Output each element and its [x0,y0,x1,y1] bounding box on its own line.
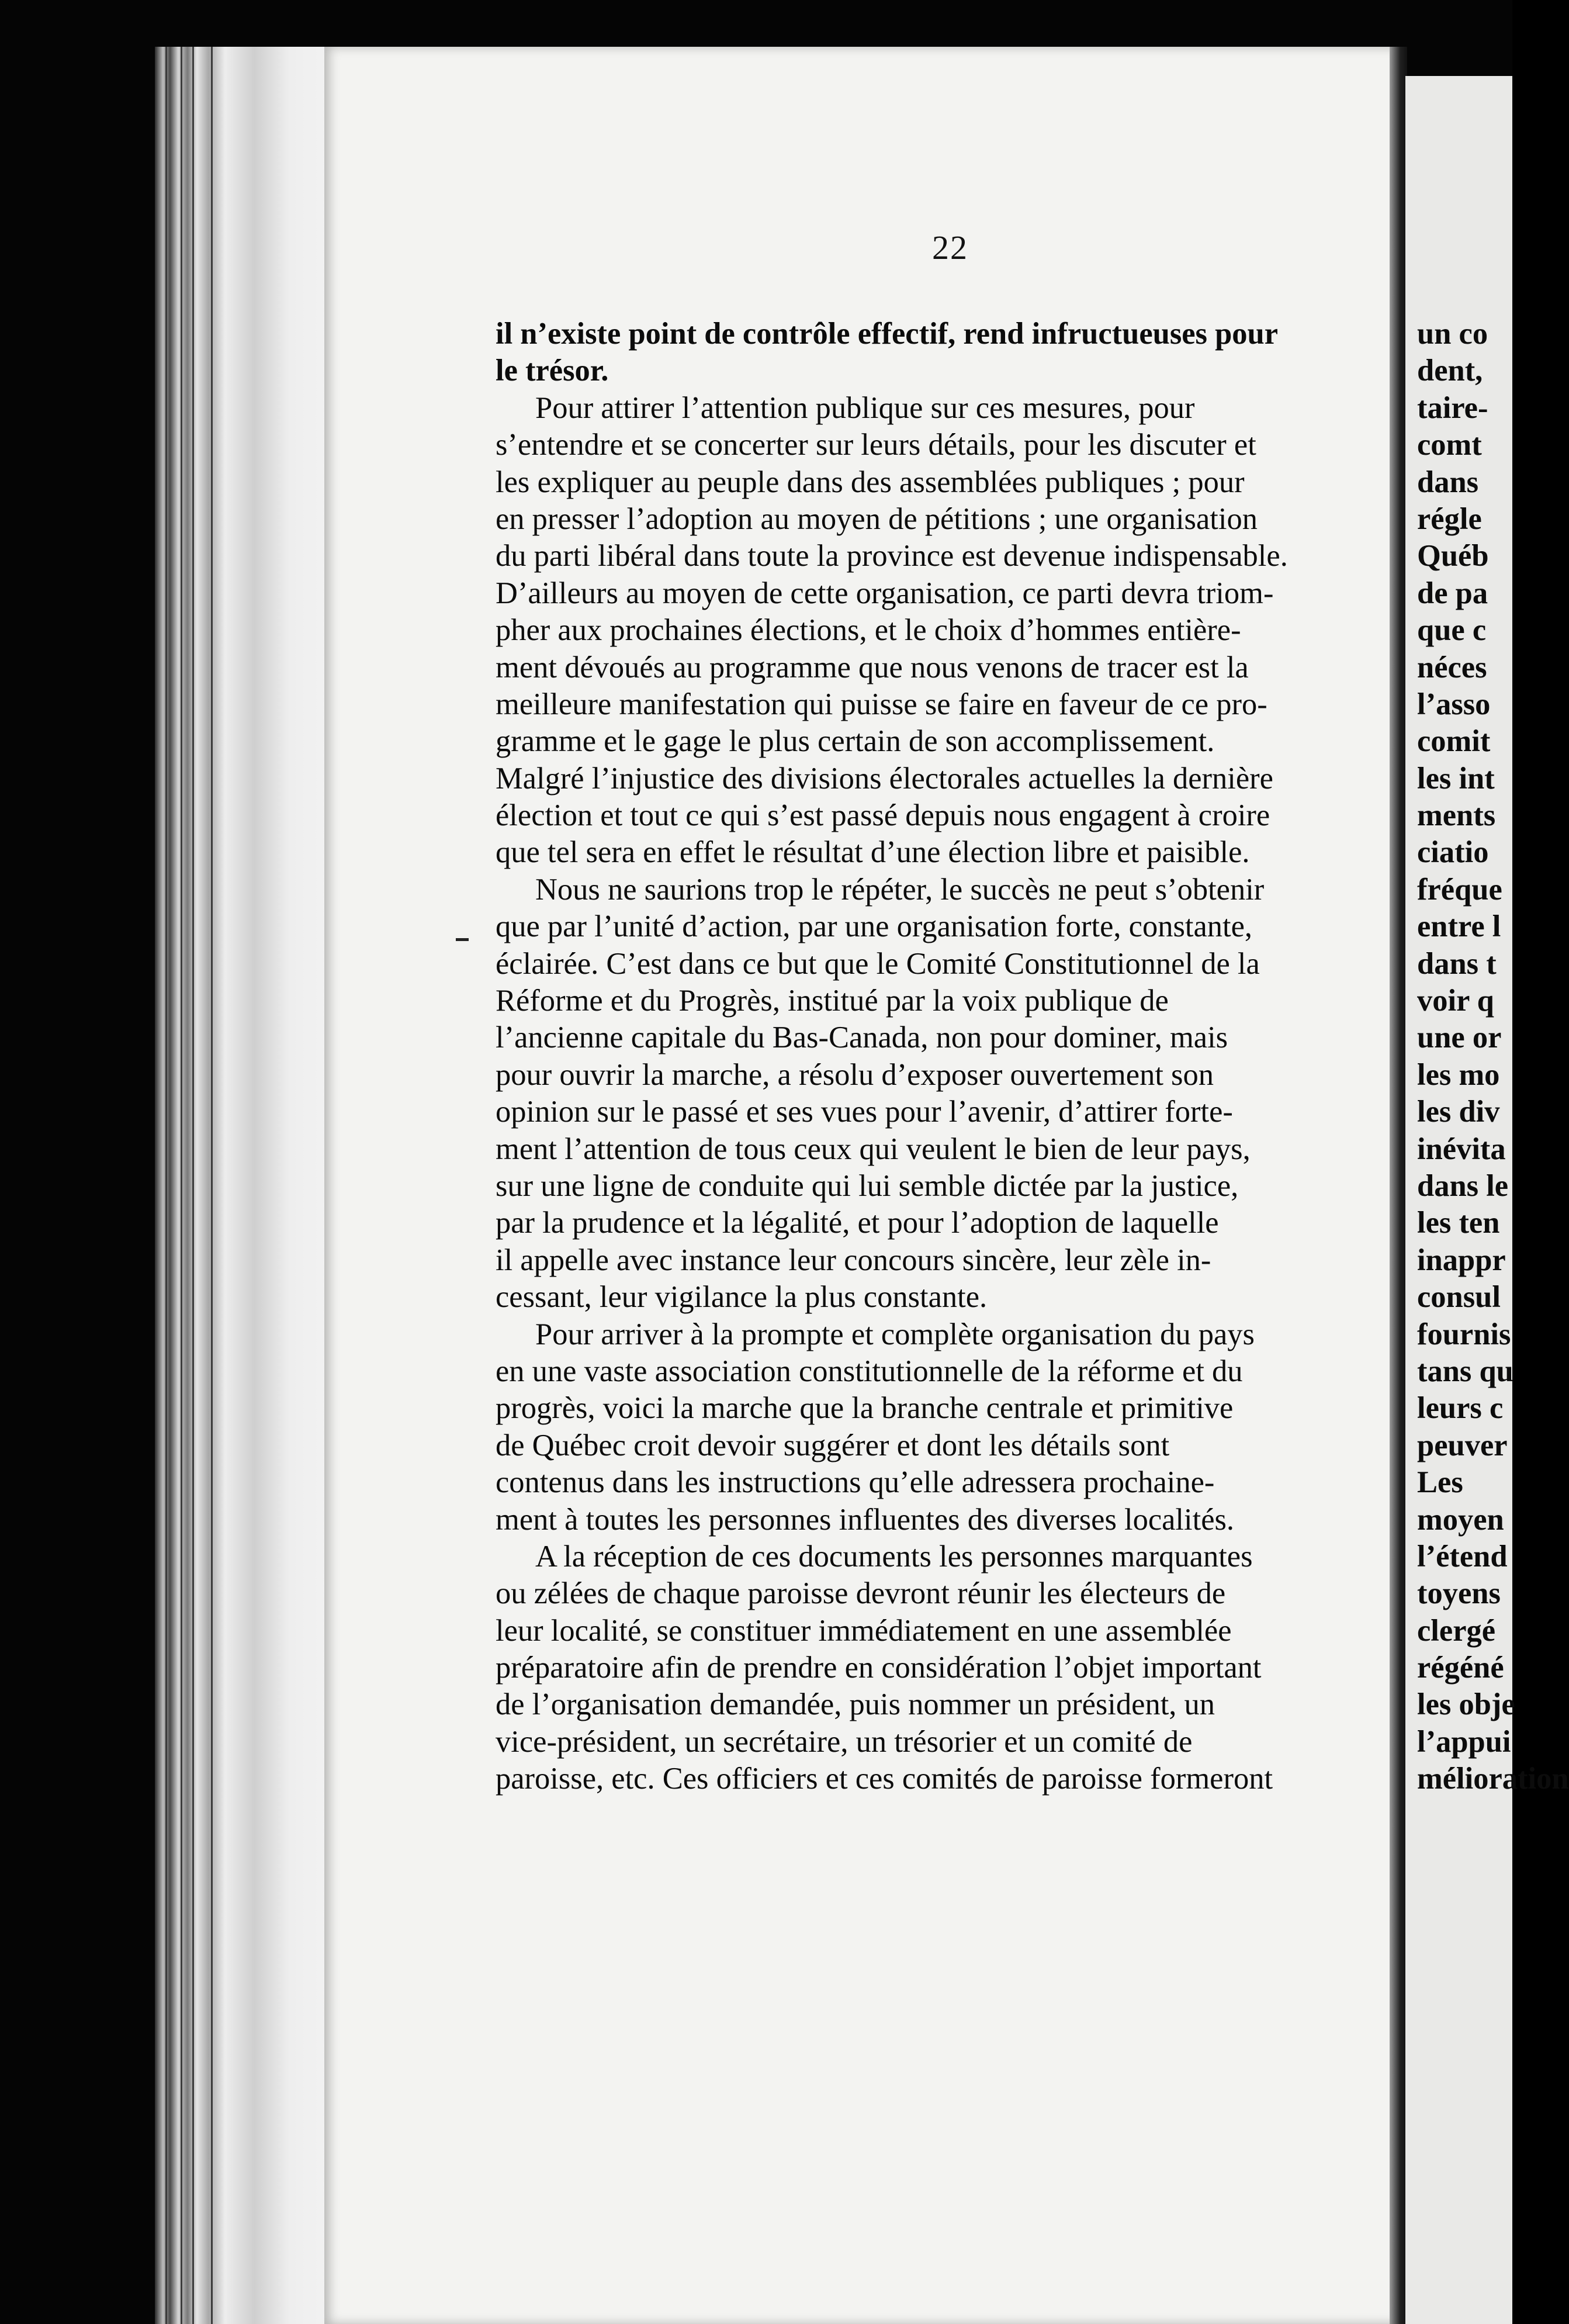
text-line: en une vaste association constitutionnelle de la réforme et du [496,1354,1243,1388]
adjacent-text-line: fournis [1417,1317,1511,1351]
adjacent-text-line: comt [1417,428,1482,462]
adjacent-text-line: fréque [1417,872,1502,907]
book-gutter [1390,47,1407,2324]
text-line: Pour arriver à la prompte et complète organisation du pays [535,1317,1255,1351]
page-number: 22 [932,229,968,267]
text-line: par la prudence et la légalité, et pour l’adoption de laquelle [496,1206,1219,1240]
text-line: le trésor. [496,354,609,388]
text-line: il n’existe point de contrôle effectif, rend infructueuses pour [496,317,1279,351]
text-line: de l’organisation demandée, puis nommer un président, un [496,1687,1215,1722]
text-line: Nous ne saurions trop le répéter, le succès ne peut s’obtenir [535,872,1265,907]
text-line: vice-président, un secrétaire, un trésorier et un comité de [496,1724,1193,1759]
text-line: D’ailleurs au moyen de cette organisation, ce parti devra triom- [496,576,1274,610]
text-line: leur localité, se constituer immédiatement en une assemblée [496,1613,1232,1648]
text-line: A la réception de ces documents les personnes marquantes [535,1539,1253,1573]
adjacent-text-line: dans le [1417,1168,1509,1203]
text-line: l’ancienne capitale du Bas-Canada, non pour dominer, mais [496,1021,1228,1055]
text-line: contenus dans les instructions qu’elle adressera prochaine- [496,1465,1215,1500]
adjacent-text-line: comit [1417,724,1491,759]
text-line: en presser l’adoption au moyen de pétitions ; une organisation [496,502,1258,536]
adjacent-text-line: régle [1417,502,1482,536]
adjacent-text-line: toyens [1417,1576,1501,1611]
adjacent-text-line: mélioration [1417,1762,1569,1796]
text-line: élection et tout ce qui s’est passé depuis nous engagent à croire [496,798,1270,833]
adjacent-text-line: dent, [1417,354,1483,388]
adjacent-text-line: une or [1417,1021,1502,1055]
margin-mark [456,938,469,941]
adjacent-text-line: inévita [1417,1132,1506,1166]
adjacent-text-line: régéné [1417,1651,1504,1685]
adjacent-text-line: les ten [1417,1206,1500,1240]
adjacent-text-line: dans t [1417,946,1497,981]
adjacent-text-line: taire- [1417,390,1488,425]
text-line: gramme et le gage le plus certain de son accomplissement. [496,724,1215,759]
adjacent-text-line: clergé [1417,1613,1496,1648]
text-line: ment à toutes les personnes influentes des diverses localités. [496,1502,1235,1537]
text-line: paroisse, etc. Ces officiers et ces comités de paroisse formeront [496,1762,1273,1796]
adjacent-text-line: Les [1417,1465,1463,1500]
text-line: meilleure manifestation qui puisse se faire en faveur de ce pro- [496,687,1267,721]
text-line: cessant, leur vigilance la plus constante. [496,1280,988,1315]
text-line: Réforme et du Progrès, institué par la voix publique de [496,984,1169,1018]
adjacent-text-line: de pa [1417,576,1488,610]
text-line: du parti libéral dans toute la province est devenue indispensable. [496,539,1288,573]
adjacent-text-line: dans [1417,465,1479,499]
text-line: ment l’attention de tous ceux qui veulent le bien de leur pays, [496,1132,1251,1166]
adjacent-text-line: l’appui [1417,1724,1511,1759]
book-page-edges [155,47,330,2324]
adjacent-text-line: Québ [1417,539,1489,573]
text-line: s’entendre et se concerter sur leurs détails, pour les discuter et [496,428,1256,462]
adjacent-page-text [1417,316,1569,1798]
text-line: pher aux prochaines élections, et le choix d’hommes entière- [496,613,1241,648]
adjacent-text-line: les int [1417,761,1495,796]
adjacent-text-line: l’étend [1417,1539,1508,1573]
adjacent-text-line: peuver [1417,1428,1508,1462]
adjacent-text-line: les obje [1417,1687,1515,1722]
text-line: il appelle avec instance leur concours sincère, leur zèle in- [496,1243,1211,1277]
text-line: que tel sera en effet le résultat d’une élection libre et paisible. [496,835,1250,870]
adjacent-text-line: consul [1417,1280,1501,1315]
text-line: sur une ligne de conduite qui lui semble dictée par la justice, [496,1168,1239,1203]
text-line: ou zélées de chaque paroisse devront réunir les électeurs de [496,1576,1226,1611]
adjacent-text-line: inappr [1417,1243,1506,1277]
text-line: préparatoire afin de prendre en considération l’objet important [496,1651,1262,1685]
adjacent-text-line: l’asso [1417,687,1491,721]
adjacent-text-line: moyen [1417,1502,1504,1537]
text-line: Malgré l’injustice des divisions électorales actuelles la dernière [496,761,1273,796]
adjacent-page [1405,76,1569,2324]
adjacent-text-line: entre l [1417,909,1501,944]
adjacent-text-line: ciatio [1417,835,1489,870]
adjacent-text-line: leurs c [1417,1391,1504,1426]
adjacent-text-line: néces [1417,650,1487,684]
text-line: ment dévoués au programme que nous venons de tracer est la [496,650,1249,684]
text-line: opinion sur le passé et ses vues pour l’avenir, d’attirer forte- [496,1095,1233,1129]
adjacent-text-line: ments [1417,798,1496,833]
text-line: de Québec croit devoir suggérer et dont les détails sont [496,1428,1170,1462]
adjacent-text-line: tans qu [1417,1354,1513,1388]
text-line: que par l’unité d’action, par une organisation forte, constante, [496,909,1253,944]
adjacent-text-line: les div [1417,1095,1500,1129]
adjacent-text-line: que c [1417,613,1487,648]
adjacent-text-line: les mo [1417,1057,1500,1092]
text-line: éclairée. C’est dans ce but que le Comité Constitutionnel de la [496,946,1260,981]
adjacent-text-line: un co [1417,317,1488,351]
adjacent-text-line: voir q [1417,984,1494,1018]
text-line: les expliquer au peuple dans des assemblées publiques ; pour [496,465,1245,499]
text-line: Pour attirer l’attention publique sur ces mesures, pour [535,390,1195,425]
main-text-block [496,316,1401,1798]
text-line: progrès, voici la marche que la branche centrale et primitive [496,1391,1234,1426]
text-line: pour ouvrir la marche, a résolu d’exposer ouvertement son [496,1057,1214,1092]
